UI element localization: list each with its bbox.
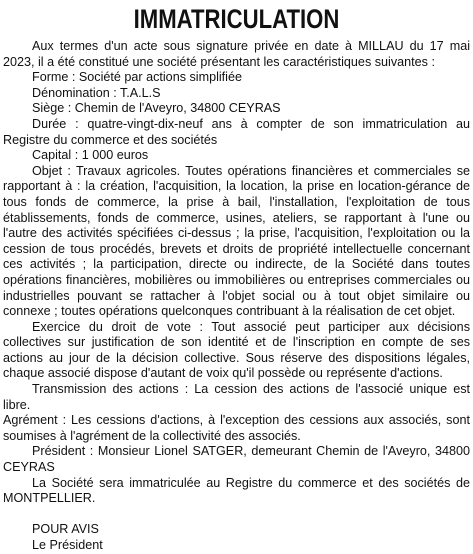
agrement-paragraph: Agrément : Les cessions d'actions, à l'exception des cessions aux associés, sont soumises à l'agrément de la collectivité des associés. — [3, 413, 470, 443]
duree-paragraph: Durée : quatre-vingt-dix-neuf ans à compter de son immatriculation au Registre du commerce et des sociétés — [3, 116, 470, 147]
notice-title: IMMATRICULATION — [133, 4, 340, 34]
signature-line: Le Président — [32, 538, 103, 552]
capital-line: Capital : 1 000 euros — [32, 148, 149, 163]
notice-body — [3, 39, 470, 554]
spacer — [3, 507, 470, 523]
siege-line: Siège : Chemin de l'Aveyro, 34800 CEYRAS — [32, 101, 281, 116]
intro-paragraph: Aux termes d'un acte sous signature privée en date à MILLAU du 17 mai 2023, il a été constitué une société présentant les caractéristiques suivantes : — [3, 39, 470, 69]
president-paragraph: Président : Monsieur Lionel SATGER, demeurant Chemin de l'Aveyro, 34800 CEYRAS — [3, 444, 470, 475]
pour-avis-line: POUR AVIS — [32, 522, 99, 537]
denomination-line: Dénomination : T.A.L.S — [32, 85, 161, 100]
vote-paragraph: Exercice du droit de vote : Tout associé peut participer aux décisions collectives sur justification de son identité et de l'inscription en compte de ses actions au jour de la décision collective. Sous réserve des dispositions légales, chaque associé dispose d'autant de voix qu'il possède ou représente d'actions. — [3, 319, 470, 381]
objet-paragraph: Objet : Travaux agricoles. Toutes opérations financières et commerciales se rapportant à : la création, l'acquisition, la location, la prise en location-gérance de tous fonds de commerce, la prise à bail, l'installation, l'exploitation de tous établissements, fonds de commerce, usines, ateliers, se rapportant à l'une ou l'autre des activités spécifiées ci-dessus ; la prise, l'acquisition, l'exploitation ou la cession de tous procédés, brevets et droits de propriété intellectuelle concernant ces activités ; la participation, directe ou indirecte, de la Société dans toutes opérations financières, mobilières ou immobilières ou entreprises commerciales ou industrielles pouvant se rattacher à l'objet social ou à tout objet similaire ou connexe ; toutes opérations quelconques contribuant à la réalisation de cet objet. — [3, 163, 470, 319]
registre-paragraph: La Société sera immatriculée au Registre du commerce et des sociétés de MONTPELLIER. — [3, 475, 470, 506]
transmission-line: Transmission des actions : La cession des actions de l'associé unique est libre. — [3, 382, 470, 412]
forme-line: Forme : Société par actions simplifiée — [32, 70, 242, 85]
